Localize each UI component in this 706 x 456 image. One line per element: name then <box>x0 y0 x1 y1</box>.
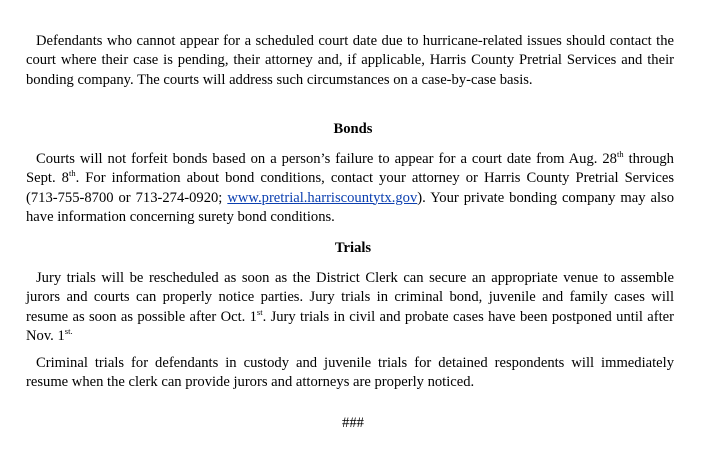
paragraph-text: . For information about bond conditions, contact your attorney or Harris County Pretrial Services (713-755-8700 or 713-274-0920; <box>26 170 675 206</box>
end-mark: ### <box>342 415 364 431</box>
superscript: th <box>616 149 624 159</box>
section-heading-trials: Trials <box>334 240 372 256</box>
paragraph-criminal-trials <box>26 354 674 393</box>
paragraph-text: Jury trials will be rescheduled as soon as the District Clerk can secure an appropriate venue to assemble jurors and courts can properly notice parties. Jury trials in criminal bond, juvenile and family cases will resume as soon as possible after Oct. 1 <box>26 270 674 325</box>
paragraph-text: ). Your private bonding company may also have information concerning surety bond conditions. <box>26 189 674 225</box>
paragraph-hurricane-appearance <box>26 32 674 90</box>
paragraph-jury-trials <box>26 269 674 346</box>
paragraph-bonds <box>26 150 674 227</box>
paragraph-text: Courts will not forfeit bonds based on a person’s failure to appear for a court date from Aug. 28 <box>36 151 617 167</box>
superscript: st <box>256 306 263 317</box>
pretrial-website-link[interactable]: www.pretrial.harriscountytx.gov <box>227 189 418 206</box>
superscript: th <box>68 168 76 179</box>
paragraph-text: . Jury trials in civil and probate cases have been postponed until after Nov. 1 <box>26 308 674 344</box>
paragraph-text: Defendants who cannot appear for a scheduled court date due to hurricane-related issues should contact the court where their case is pending, their attorney and, if applicable, Harris County Pretrial Services and their bonding company. The courts will address such circumstances on a case-by-case basis. <box>26 33 674 88</box>
paragraph-text: Criminal trials for defendants in custody and juvenile trials for detained respondents will immediately resume when the clerk can provide jurors and attorneys are properly noticed. <box>26 355 674 391</box>
superscript: st. <box>64 325 73 336</box>
paragraph-text: through Sept. 8 <box>26 151 674 187</box>
section-heading-bonds: Bonds <box>333 121 373 137</box>
